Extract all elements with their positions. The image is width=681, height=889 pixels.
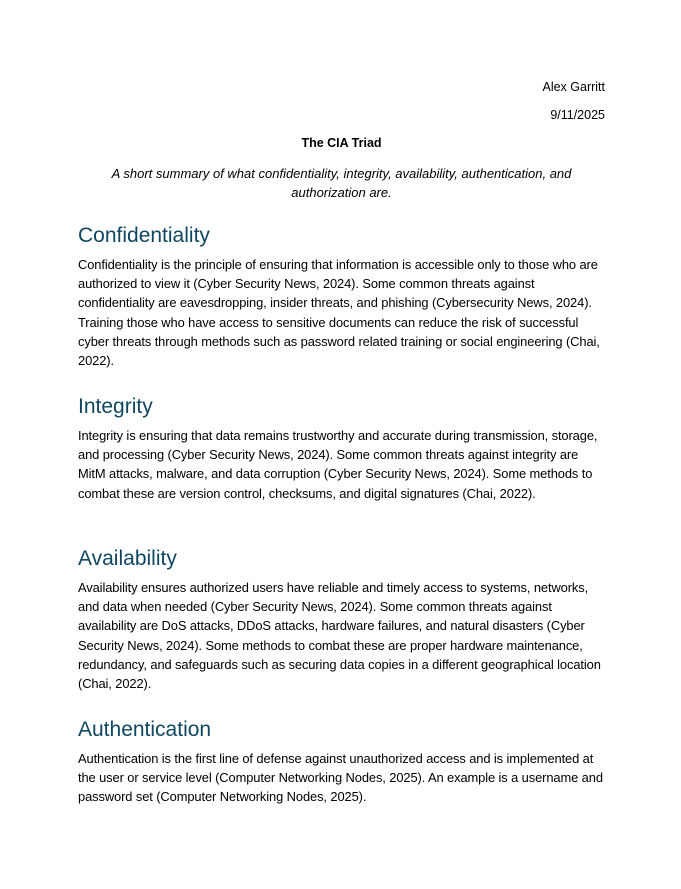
section-authentication (78, 717, 605, 807)
section-integrity (78, 394, 605, 503)
section-heading: Integrity (78, 395, 153, 418)
section-body: Availability ensures authorized users have reliable and timely access to systems, networks, and data when needed (Cyber Security News, 2024). Some common threats against availability are DoS attacks, DDoS attacks, hardware failures, and natural disasters (Cyber Security News, 2024). Some methods to combat these are proper hardware maintenance, redundancy, and safeguards such as securing data copies in a different geographical location (Chai, 2022). (78, 580, 601, 692)
section-body: Authentication is the first line of defense against unauthorized access and is implemented at the user or service level (Computer Networking Nodes, 2025). An example is a username and password set (Computer Networking Nodes, 2025). (78, 751, 603, 805)
document-title: The CIA Triad (301, 136, 382, 150)
section-availability (78, 546, 605, 693)
section-body: Confidentiality is the principle of ensuring that information is accessible only to those who are authorized to view it (Cyber Security News, 2024). Some common threats against confidentiality are eavesdropping, insider threats, and phishing (Cybersecurity News, 2024). Training those who have access to sensitive documents can reduce the risk of successful cyber threats through methods such as password related training or social engineering (Chai, 2022). (78, 257, 600, 369)
section-heading: Authentication (78, 718, 212, 741)
document-date: 9/11/2025 (550, 108, 605, 122)
section-heading: Availability (78, 547, 177, 570)
section-confidentiality (78, 223, 605, 370)
section-heading: Confidentiality (78, 224, 210, 247)
document-subtitle: A short summary of what confidentiality, integrity, availability, authentication, and authorization are. (111, 166, 572, 201)
author-name: Alex Garritt (542, 80, 605, 94)
section-body: Integrity is ensuring that data remains trustworthy and accurate during transmission, storage, and processing (Cyber Security News, 2024). Some common threats against integrity are MitM attacks, malware, and data corruption (Cyber Security News, 2024). Some methods to combat these are version control, checksums, and digital signatures (Chai, 2022). (78, 428, 598, 501)
